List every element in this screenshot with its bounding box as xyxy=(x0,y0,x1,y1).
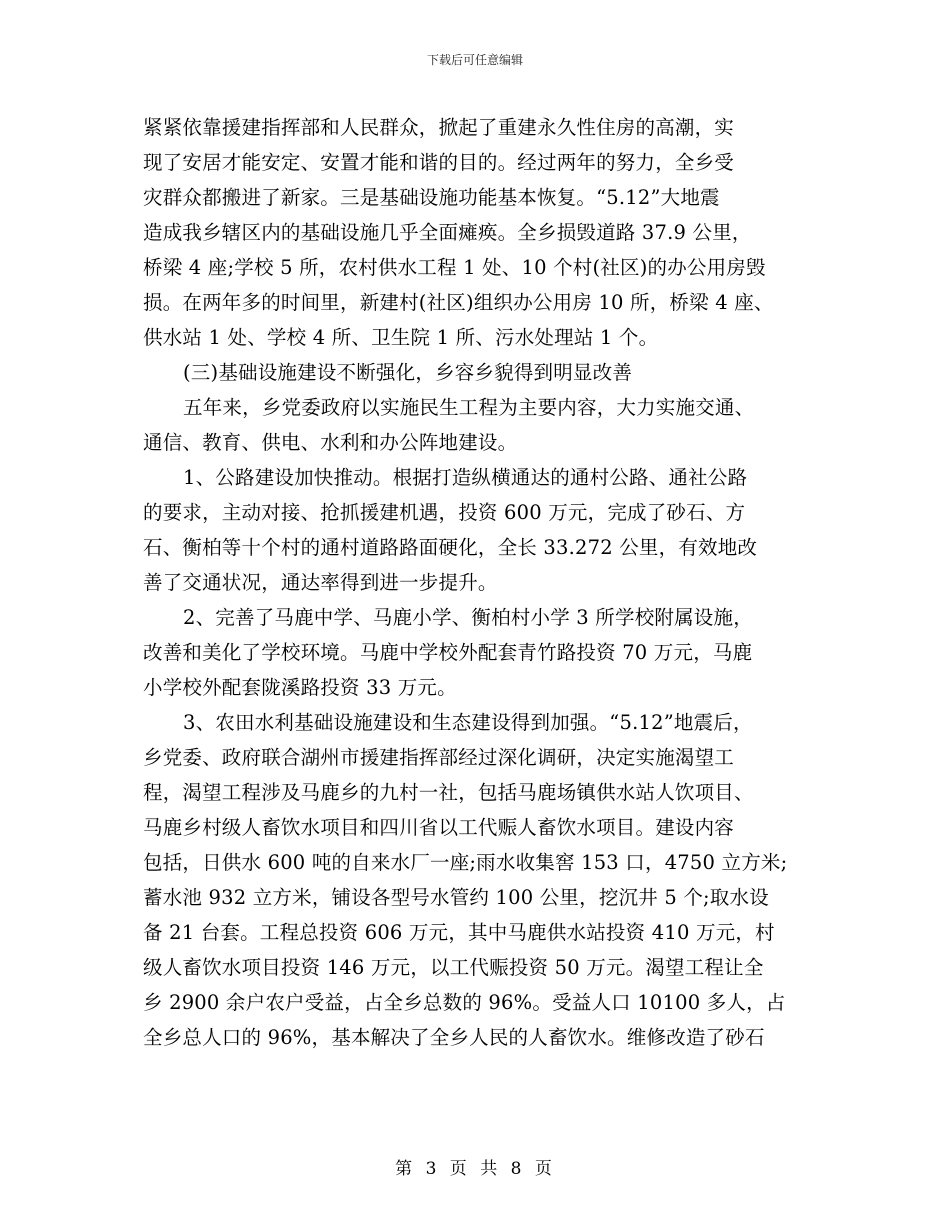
paragraph-line: 小学校外配套陇溪路投资 33 万元。 xyxy=(143,676,457,699)
paragraph-line: 造成我乡辖区内的基础设施几乎全面瘫痪。全乡损毁道路 37.9 公里， xyxy=(143,221,752,244)
document-body xyxy=(143,110,823,1055)
paragraph-line: 的要求，主动对接、抢抓援建机遇，投资 600 万元，完成了砂石、方 xyxy=(143,501,746,524)
paragraph-line: 2、完善了马鹿中学、马鹿小学、衡柏村小学 3 所学校附属设施， xyxy=(183,606,753,629)
paragraph-line: 马鹿乡村级人畜饮水项目和四川省以工代赈人畜饮水项目。建设内容 xyxy=(143,816,735,839)
paragraph-line: 乡党委、政府联合湖州市援建指挥部经过深化调研，决定实施渴望工 xyxy=(143,746,735,769)
paragraph-line: 1、公路建设加快推动。根据打造纵横通达的通村公路、通社公路 xyxy=(183,466,748,489)
paragraph-line: 备 21 台套。工程总投资 606 万元，其中马鹿供水站投资 410 万元，村 xyxy=(143,921,775,944)
paragraph-line: 乡 2900 余户农户受益，占全乡总数的 96%。受益人口 10100 多人，占 xyxy=(143,991,786,1014)
paragraph-line: 改善和美化了学校环境。马鹿中学校外配套青竹路投资 70 万元，马鹿 xyxy=(143,641,753,664)
paragraph-line: 现了安居才能安定、安置才能和谐的目的。经过两年的努力，全乡受 xyxy=(143,151,735,174)
paragraph-line: 紧紧依靠援建指挥部和人民群众，掀起了重建永久性住房的高潮，实 xyxy=(143,116,735,139)
paragraph-line: 灾群众都搬进了新家。三是基础设施功能基本恢复。“5.12”大地震 xyxy=(143,186,720,209)
paragraph-line: 3、农田水利基础设施建设和生态建设得到加强。“5.12”地震后， xyxy=(183,711,753,734)
paragraph-line: (三)基础设施建设不断强化，乡容乡貌得到明显改善 xyxy=(183,361,633,384)
paragraph-line: 全乡总人口的 96%，基本解决了全乡人民的人畜饮水。维修改造了砂石 xyxy=(143,1026,765,1049)
paragraph-line: 通信、教育、供电、水利和办公阵地建设。 xyxy=(143,431,518,454)
paragraph-line: 供水站 1 处、学校 4 所、卫生院 1 所、污水处理站 1 个。 xyxy=(143,326,659,349)
paragraph-line: 损。在两年多的时间里，新建村(社区)组织办公用房 10 所，桥梁 4 座、 xyxy=(143,291,774,314)
paragraph-line: 桥梁 4 座;学校 5 所，农村供水工程 1 处、10 个村(社区)的办公用房毁 xyxy=(143,256,766,279)
paragraph-line: 石、衡柏等十个村的通村道路路面硬化，全长 33.272 公里，有效地改 xyxy=(143,536,758,559)
paragraph-line: 级人畜饮水项目投资 146 万元，以工代赈投资 50 万元。渴望工程让全 xyxy=(143,956,764,979)
paragraph-line: 善了交通状况，通达率得到进一步提升。 xyxy=(143,571,498,594)
paragraph-line: 包括，日供水 600 吨的自来水厂一座;雨水收集窖 153 口，4750 立方米; xyxy=(143,851,788,874)
paragraph-line: 蓄水池 932 立方米，铺设各型号水管约 100 公里，挖沉井 5 个;取水设 xyxy=(143,886,769,909)
page-number-footer: 第 3 页 共 8 页 xyxy=(395,1159,555,1179)
paragraph-line: 程，渴望工程涉及马鹿乡的九村一社，包括马鹿场镇供水站人饮项目、 xyxy=(143,781,754,804)
page-header-note: 下载后可任意编辑 xyxy=(426,53,523,67)
paragraph-line: 五年来，乡党委政府以实施民生工程为主要内容，大力实施交通、 xyxy=(183,396,755,419)
